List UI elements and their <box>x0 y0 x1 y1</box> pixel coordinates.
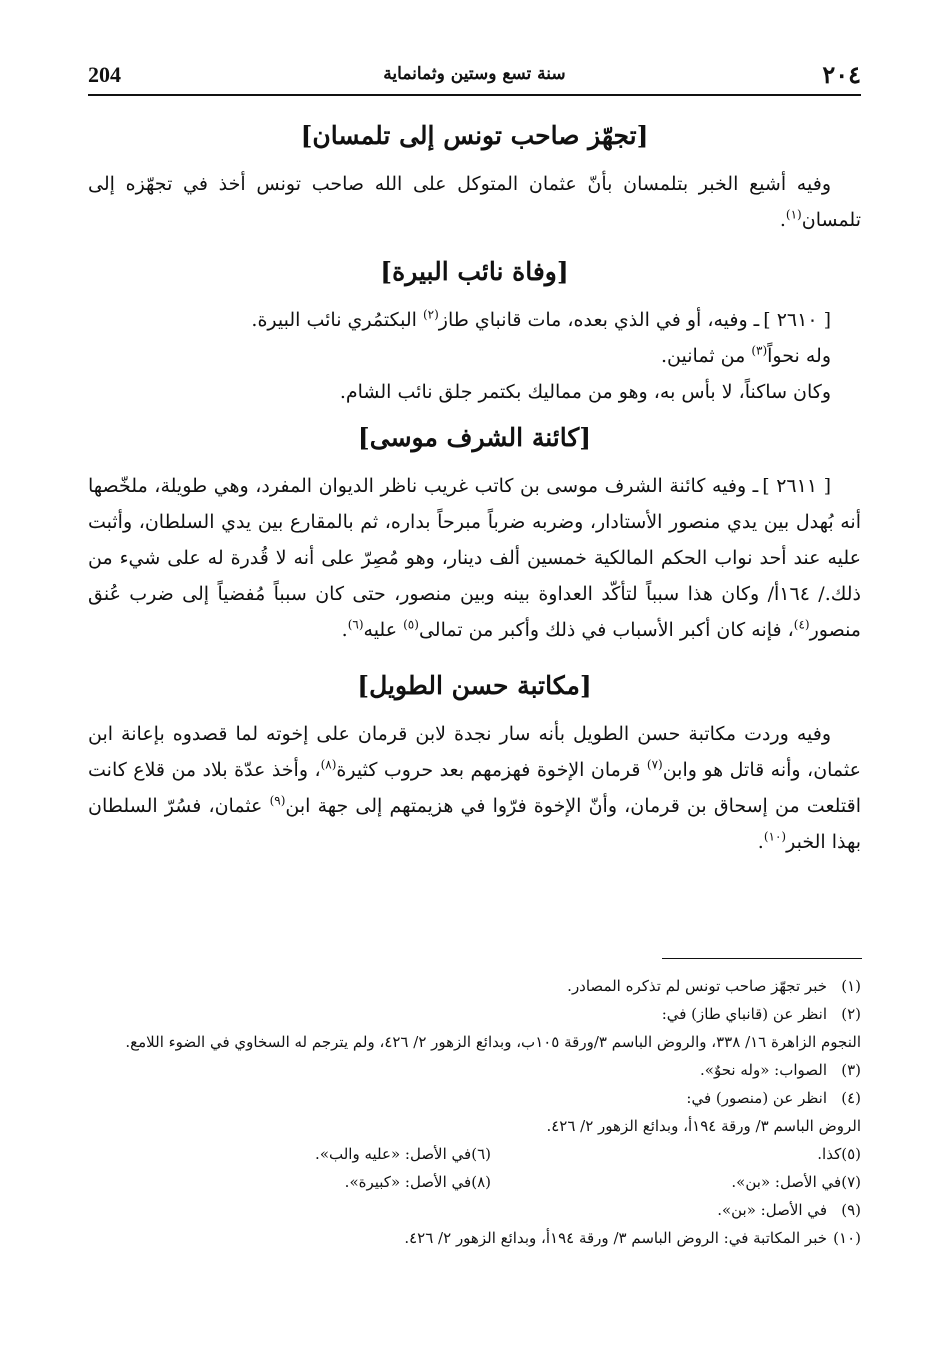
paragraph: وفيه وردت مكاتبة حسن الطويل بأنه سار نجدة لابن قرمان على إخوته لما قصدوه بإعانة ابن عثمان، وأنه قاتل هو وابن$^{(٧)}$ قرمان الإخوة فهزمهم بعد حروب كثيرة$^{(٨)}$، وأخذ عدّة بلاد من قلاع كانت اقتلعت من إسحاق بن قرمان، وأنّ الإخوة فرّوا في هزيمتهم إلى جهة ابن$^{(٩)}$ عثمان، فسُرّ السلطان بهذا الخبر$^{(١٠)}$. <box>88 723 862 853</box>
footnote: (١)خبر تجهّز صاحب تونس لم تذكره المصادر. <box>567 977 861 995</box>
footnote-ref: (٣) <box>751 343 768 358</box>
footnote-continuation: النجوم الزاهرة ١٦/ ٣٣٨، والروض الباسم ٣/ورقة ١٠٥ب، وبدائع الزهور ٢/ ٤٢٦، ولم يترجم له السخاوي في الضوء اللامع. <box>125 1033 861 1051</box>
paragraph: وفيه أشيع الخبر بتلمسان بأنّ عثمان المتوكل على الله صاحب تونس أخذ في تجهّزه إلى تلمسان$^{(١)}$. <box>88 173 861 231</box>
section-heading: [تجهّز صاحب تونس إلى تلمسان] <box>300 121 649 150</box>
footnote-ref: (٥) <box>403 617 419 632</box>
footnote-separator <box>662 958 862 959</box>
section-heading: [وفاة نائب البيرة] <box>380 257 569 286</box>
entry-number: [ ٢٦١٠ ] <box>763 309 831 331</box>
footnote: (٩)في الأصل: «بن». <box>717 1201 861 1219</box>
entry-number: [ ٢٦١١ ] <box>762 475 832 497</box>
footnote: (٧)في الأصل: «بن». <box>731 1173 861 1191</box>
paragraph: [ ٢٦١١ ]ـ وفيه كائنة الشرف موسى بن كاتب غريب ناظر الديوان المفرد، وهي طويلة، ملخّصها أنه بُهدل بين يدي منصور الأستادار، وضربه ضرباً مبرحاً بداره، ثم بالمقارع بين يدي السلطان، وأثبت عليه عند أحد نواب الحكم المالكية خمسين ألف دينار، وهو مُصِرّ على أنه لا قُدرة له على شيء من ذلك./ ١٦٤أ/ وكان هذا سبباً لتأكّد العداوة بينه وبين منصور، حتى كان سبباً مُفضياً إلى ضرب عُنق منصور$^{(٤)}$، فإنه كان أكبر الأسباب في ذلك وأكبر من تمالى$^{(٥)}$ عليه$^{(٦)}$. <box>88 475 861 641</box>
footnote: (٤)انظر عن (منصور) في: <box>686 1089 861 1107</box>
page-header <box>88 58 861 96</box>
footnote: (٣)الصواب: «وله نحوٌ». <box>700 1061 861 1079</box>
footnote-ref: (١) <box>785 207 802 222</box>
footnote: (١٠)خبر المكاتبة في: الروض الباسم ٣/ ورقة ١٩٤أ، وبدائع الزهور ٢/ ٤٢٦. <box>404 1229 861 1247</box>
footnote-row <box>88 1140 861 1168</box>
section-heading: [كائنة الشرف موسى] <box>357 423 592 452</box>
footnotes <box>88 972 861 1252</box>
footnote: (٥)كذا. <box>817 1145 861 1163</box>
entry-line: [ ٢٦١٠ ]ـ وفيه، أو في الذي بعده، مات قانباي طاز$^{(٢)}$ البكتمُري نائب البيرة. <box>251 307 831 331</box>
running-title: سنة تسع وستين وثمانماية <box>383 64 566 84</box>
footnote-ref: (٩) <box>269 793 286 808</box>
entry-line: وكان ساكناً، لا بأس به، وهو من مماليك بكتمر جلق نائب الشام. <box>339 381 831 403</box>
footnote-ref: (٨) <box>320 757 337 772</box>
footnote: (٦)في الأصل: «عليه والب». <box>315 1145 491 1163</box>
footnote-ref: (١٠) <box>763 829 787 844</box>
section-heading: [مكاتبة حسن الطويل] <box>357 671 592 700</box>
footnote-row <box>88 1168 861 1196</box>
page-body <box>88 108 861 860</box>
footnote-ref: (٢) <box>422 307 439 322</box>
footnote-ref: (٤) <box>793 617 810 632</box>
page-number-arabic: ٢٠٤ <box>822 60 861 89</box>
footnote-continuation: الروض الباسم ٣/ ورقة ١٩٤أ، وبدائع الزهور ٢/ ٤٢٦. <box>546 1117 861 1135</box>
footnote: (٨)في الأصل: «كبيرة». <box>344 1173 491 1191</box>
footnote: (٢)انظر عن (قانباي طاز) في: <box>661 1005 861 1023</box>
footnote-ref: (٧) <box>646 757 663 772</box>
page-number-latin: 204 <box>88 62 121 87</box>
footnote-ref: (٦) <box>347 617 364 632</box>
entry-line: وله نحواً$^{(٣)}$ من ثمانين. <box>661 343 831 367</box>
